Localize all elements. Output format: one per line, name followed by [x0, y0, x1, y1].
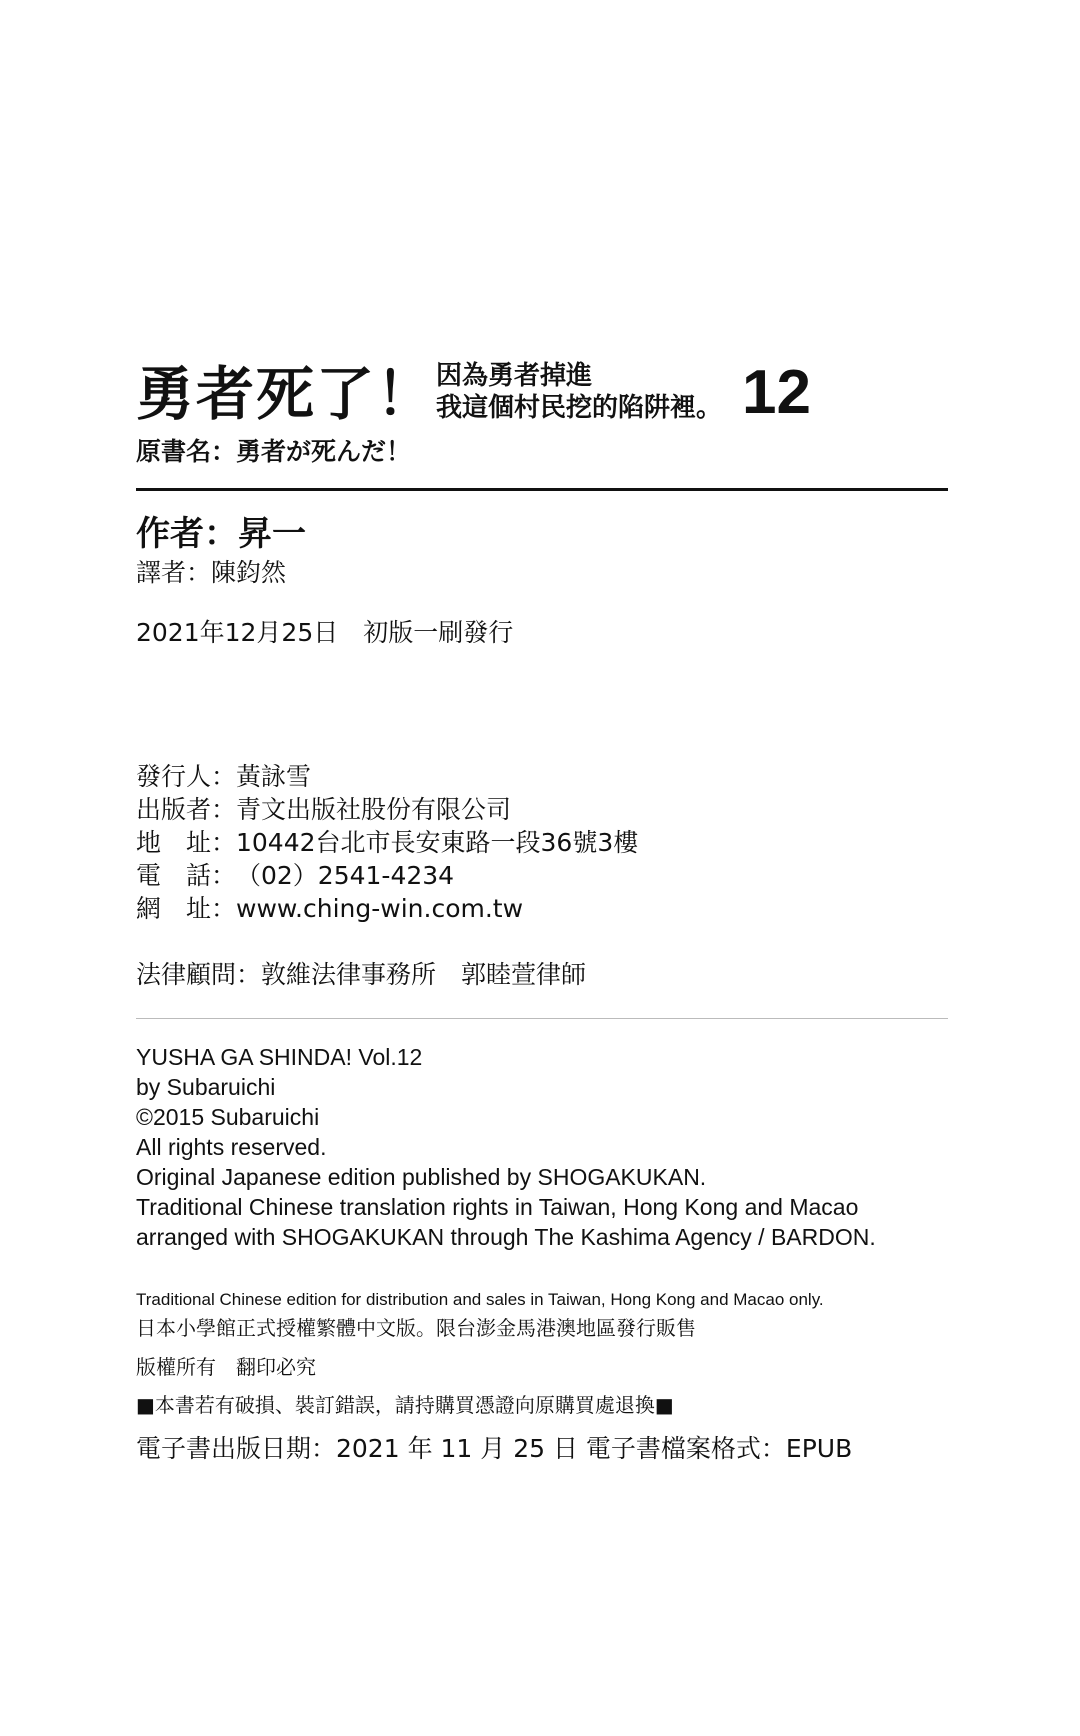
publisher-value: （02）2541-4234	[236, 861, 455, 890]
rights-line: All rights reserved.	[136, 1134, 327, 1160]
rights-line: arranged with SHOGAKUKAN through The Kashima Agency / BARDON.	[136, 1224, 876, 1250]
rights-line: Original Japanese edition published by SHOGAKUKAN.	[136, 1164, 707, 1190]
publisher-value: 黃詠雪	[236, 762, 312, 791]
subtitle-line-2: 我這個村民挖的陷阱裡。	[436, 393, 723, 423]
publisher-info	[136, 760, 638, 925]
distribution-note	[136, 1286, 824, 1342]
original-title: 原書名：勇者が死んだ！	[136, 437, 412, 466]
publisher-row-phone	[136, 859, 638, 892]
book-title: 勇者死了！	[136, 360, 437, 428]
first-edition-date: 2021年12月25日 初版一刷發行	[136, 618, 514, 647]
publisher-row-address	[136, 826, 638, 859]
rights-line: YUSHA GA SHINDA! Vol.12	[136, 1044, 423, 1070]
author: 作者：昇一	[136, 514, 306, 554]
rights-line: ©2015 Subaruichi	[136, 1104, 320, 1130]
section-divider	[136, 1018, 948, 1019]
publisher-value: www.ching-win.com.tw	[236, 894, 524, 923]
publisher-row-website	[136, 892, 638, 925]
publisher-label: 地 址：	[136, 828, 237, 857]
distribution-cn: 日本小學館正式授權繁體中文版。限台澎金馬港澳地區發行販售	[136, 1316, 696, 1340]
distribution-en: Traditional Chinese edition for distribution and sales in Taiwan, Hong Kong and Macao only.	[136, 1290, 824, 1309]
copyright-notice: 版權所有 翻印必究	[136, 1355, 316, 1379]
publisher-label: 電 話：	[136, 861, 237, 890]
title-divider	[136, 488, 948, 491]
publisher-row-publisher	[136, 793, 638, 826]
publisher-value: 10442台北市長安東路一段36號3樓	[236, 828, 639, 857]
volume-number: 12	[742, 358, 811, 427]
rights-statement	[136, 1042, 876, 1252]
publisher-label: 網 址：	[136, 894, 237, 923]
damage-notice: ■本書若有破損、裝訂錯誤，請持購買憑證向原購買處退換■	[136, 1393, 674, 1417]
rights-line: by Subaruichi	[136, 1074, 276, 1100]
ebook-info: 電子書出版日期：2021 年 11 月 25 日 電子書檔案格式：EPUB	[136, 1434, 853, 1463]
translator: 譯者：陳鈞然	[136, 558, 287, 587]
legal-counsel: 法律顧問：敦維法律事務所 郭睦萱律師	[136, 960, 587, 989]
publisher-label: 發行人：	[136, 762, 237, 791]
publisher-row-issuer	[136, 760, 638, 793]
publisher-label: 出版者：	[136, 795, 237, 824]
subtitle-line-1: 因為勇者掉進	[436, 361, 593, 391]
publisher-value: 青文出版社股份有限公司	[236, 795, 512, 824]
rights-line: Traditional Chinese translation rights in Taiwan, Hong Kong and Macao	[136, 1194, 859, 1220]
book-subtitle	[436, 360, 722, 424]
